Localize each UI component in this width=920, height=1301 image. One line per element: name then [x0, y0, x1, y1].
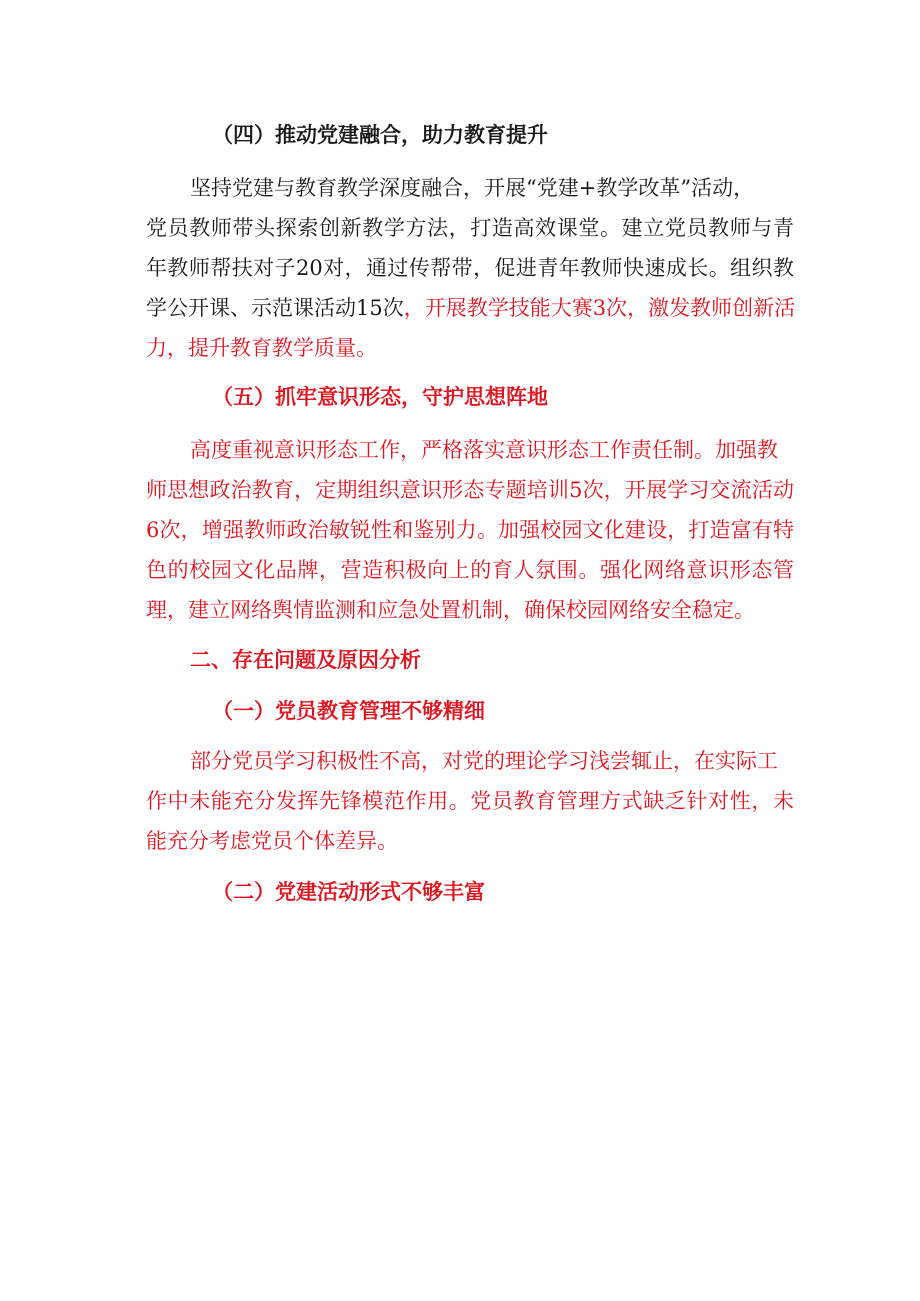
paragraph-4-line-4-part-2: ，开展教学技能大赛3次，激发教师创新活 — [403, 296, 796, 320]
paragraph-5-line-4: 色的校园文化品牌，营造积极向上的育人氛围。强化网络意识形态管 — [146, 558, 794, 582]
paragraph-5-line-2: 师思想政治教育，定期组织意识形态专题培训5次，开展学习交流活动 — [146, 478, 794, 502]
paragraph-4-line-4-part-1: 学公开课、示范课活动15次 — [146, 296, 404, 320]
subsection-heading-2-1: （一）党员教育管理不够精细 — [212, 698, 485, 723]
paragraph-2-1-line-2: 作中未能充分发挥先锋模范作用。党员教育管理方式缺乏针对性，未 — [146, 789, 794, 813]
paragraph-5-line-5: 理，建立网络舆情监测和应急处置机制，确保校园网络安全稳定。 — [146, 598, 755, 622]
paragraph-4-line-4 — [146, 294, 795, 322]
paragraph-2-1-line-1: 部分党员学习积极性不高，对党的理论学习浅尝辄止，在实际工 — [190, 749, 778, 773]
paragraph-5-line-1: 高度重视意识形态工作，严格落实意识形态工作责任制。加强教 — [190, 438, 778, 462]
paragraph-4-line-2: 党员教师带头探索创新教学方法，打造高效课堂。建立党员教师与青 — [146, 216, 794, 240]
paragraph-4-line-1: 坚持党建与教育教学深度融合，开展“党建+教学改革”活动， — [190, 176, 755, 200]
paragraph-4-line-5: 力，提升教育教学质量。 — [146, 336, 377, 360]
subsection-heading-5: （五）抓牢意识形态，守护思想阵地 — [212, 384, 548, 409]
paragraph-5-line-3: 6次，增强教师政治敏锐性和鉴别力。加强校园文化建设，打造富有特 — [146, 518, 794, 542]
section-heading-2: 二、存在问题及原因分析 — [190, 647, 421, 672]
subsection-heading-2-2: （二）党建活动形式不够丰富 — [212, 879, 485, 904]
paragraph-2-1-line-3: 能充分考虑党员个体差异。 — [146, 829, 398, 853]
subsection-heading-4: （四）推动党建融合，助力教育提升 — [212, 122, 548, 147]
paragraph-4-line-3: 年教师帮扶对子20对，通过传帮带，促进青年教师快速成长。组织教 — [146, 256, 794, 280]
